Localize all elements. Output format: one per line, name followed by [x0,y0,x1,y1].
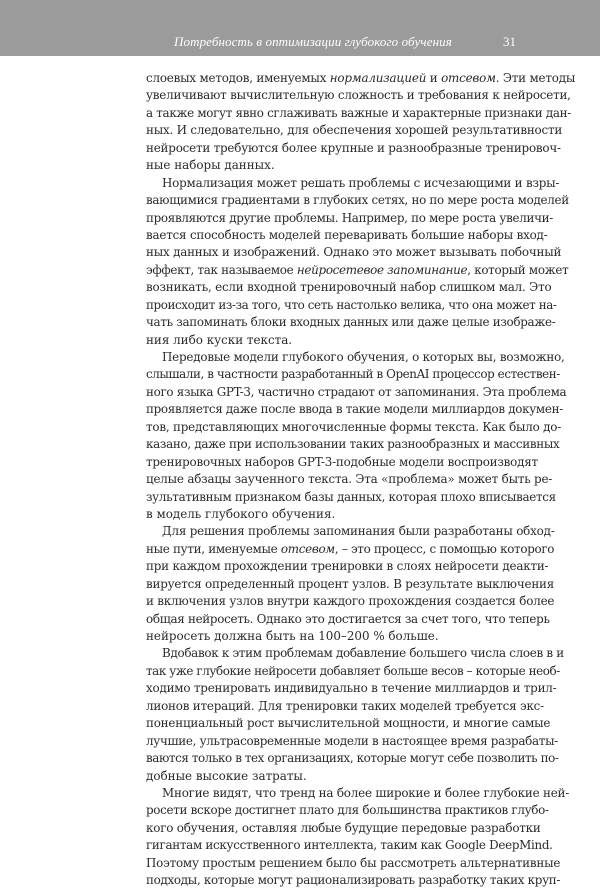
text-line: в модель глубокого обучения. [146,506,336,521]
text-line: так уже глубокие нейросети добавляет больше весов – которые необ- [146,663,560,678]
text-line: целые абзацы заученного текста. Эта «проблема» может быть ре- [146,472,553,487]
text-line: и включения узлов внутри каждого прохождения создается более [146,594,555,609]
text-line: эффект, так называемое нейросетевое запоминание, который может [146,262,569,277]
text-line: вируется определенный процент узлов. В результате выключения [146,576,555,591]
term-dropout: отсевом [441,71,496,85]
running-title: Потребность в оптимизации глубокого обучения [174,34,452,49]
text-line: добные высокие затраты. [146,768,307,783]
text-line: вающимися градиентами в глубоких сетях, но по мере роста моделей [146,193,569,208]
text-line: при каждом прохождении тренировки в слоях нейросети деакти- [146,559,549,574]
page-number: 31 [503,34,516,49]
paragraph-1 [146,70,576,175]
text-line: поненциальный рост вычислительной мощности, и многие самые [146,716,551,731]
body-text [146,70,576,890]
text-line: а также могут явно сглаживать важные и характерные признаки дан- [146,105,572,120]
text-line: Для решения проблемы запоминания были разработаны обход- [162,524,555,539]
paragraph-3 [146,349,567,523]
text-line: происходит из-за того, что сеть настолько велика, что она может на- [146,297,557,312]
text-line: ных данных и изображений. Однако это может вызывать побочный [146,245,562,260]
text-line: лучшие, ультрасовременные модели в настоящее время разрабаты- [146,733,558,748]
text-line: ных. И следовательно, для обеспечения хорошей результативности [146,123,563,138]
text-line: тов, представляющих многочисленные формы текста. Как было до- [146,419,562,434]
text-line: Вдобавок к этим проблемам добавление большего числа слоев в и [162,646,564,661]
text-line: проявляется даже после ввода в такие модели миллиардов докумен- [146,402,563,417]
text-line: казано, даже при использовании таких разнообразных и массивных [146,437,560,452]
text-line: ного языка GPT-3, частично страдают от запоминания. Эта проблема [146,384,567,399]
text-line: тренировочных наборов GPT-3-подобные модели воспроизводят [146,454,538,469]
text-line: увеличивают вычислительную сложность и требования к нейросети, [146,88,571,103]
text-line: Многие видят, что тренд на более широкие и более глубокие ней- [162,785,570,800]
text-line: лионов итераций. Для тренировки таких моделей требуется экс- [146,698,544,713]
text-line: возникать, если входной тренировочный набор слишком мал. Это [146,280,552,295]
text-line: Нормализация может решать проблемы с исчезающими и взры- [162,175,560,190]
text-line: росети вскоре достигнет плато для большинства практиков глубо- [146,803,549,818]
text-line: кого обучения, оставляя любые будущие передовые разработки [146,820,541,835]
text-line: ваются только в тех организациях, которые могут себе позволить по- [146,751,559,766]
text-line: слышали, в частности разработанный в OpenAI процессор естествен- [146,367,560,382]
text-line: общая нейросеть. Однако это достигается за счет того, что теперь [146,611,550,626]
paragraph-4 [146,523,555,645]
text-line: подходы, которые могут рационализировать разработку таких круп- [146,873,561,888]
text-line: ходимо тренировать индивидуально в течение миллиардов и трил- [146,681,557,696]
running-header [0,0,600,56]
text-line: чать запоминать блоки входных данных или даже целые изображе- [146,315,556,330]
paragraph-5 [146,645,564,785]
text-line: гигантам искусственного интеллекта, таким как Google DeepMind. [146,838,553,853]
text-line: ния либо куски текста. [146,332,293,347]
text-line: вается способность моделей переваривать большие наборы вход- [146,227,548,242]
term-normalization: нормализацией [329,71,427,85]
text-line: зультативным признаком базы данных, которая плохо вписывается [146,489,556,504]
term-memorization: нейросетевое запоминание [296,262,468,277]
text-line: проявляются другие проблемы. Например, по мере роста увеличи- [146,210,553,225]
term-dropout: отсевом [280,541,335,556]
paragraph-2 [146,175,569,349]
paragraph-6 [146,785,570,890]
text-line: нейросеть должна быть на 100–200 % больше. [146,629,439,643]
text-line: ные наборы данных. [146,158,275,173]
text-line: Поэтому простым решением было бы рассмотреть альтернативные [146,855,561,870]
text-line: слоевых методов, именуемых нормализацией и отсевом. Эти методы [146,71,576,85]
text-line: ные пути, именуемые отсевом, – это процесс, с помощью которого [146,541,555,556]
text-line: нейросети требуются более крупные и разнообразные тренировоч- [146,140,561,155]
text-line: Передовые модели глубокого обучения, о которых вы, возможно, [162,350,565,364]
